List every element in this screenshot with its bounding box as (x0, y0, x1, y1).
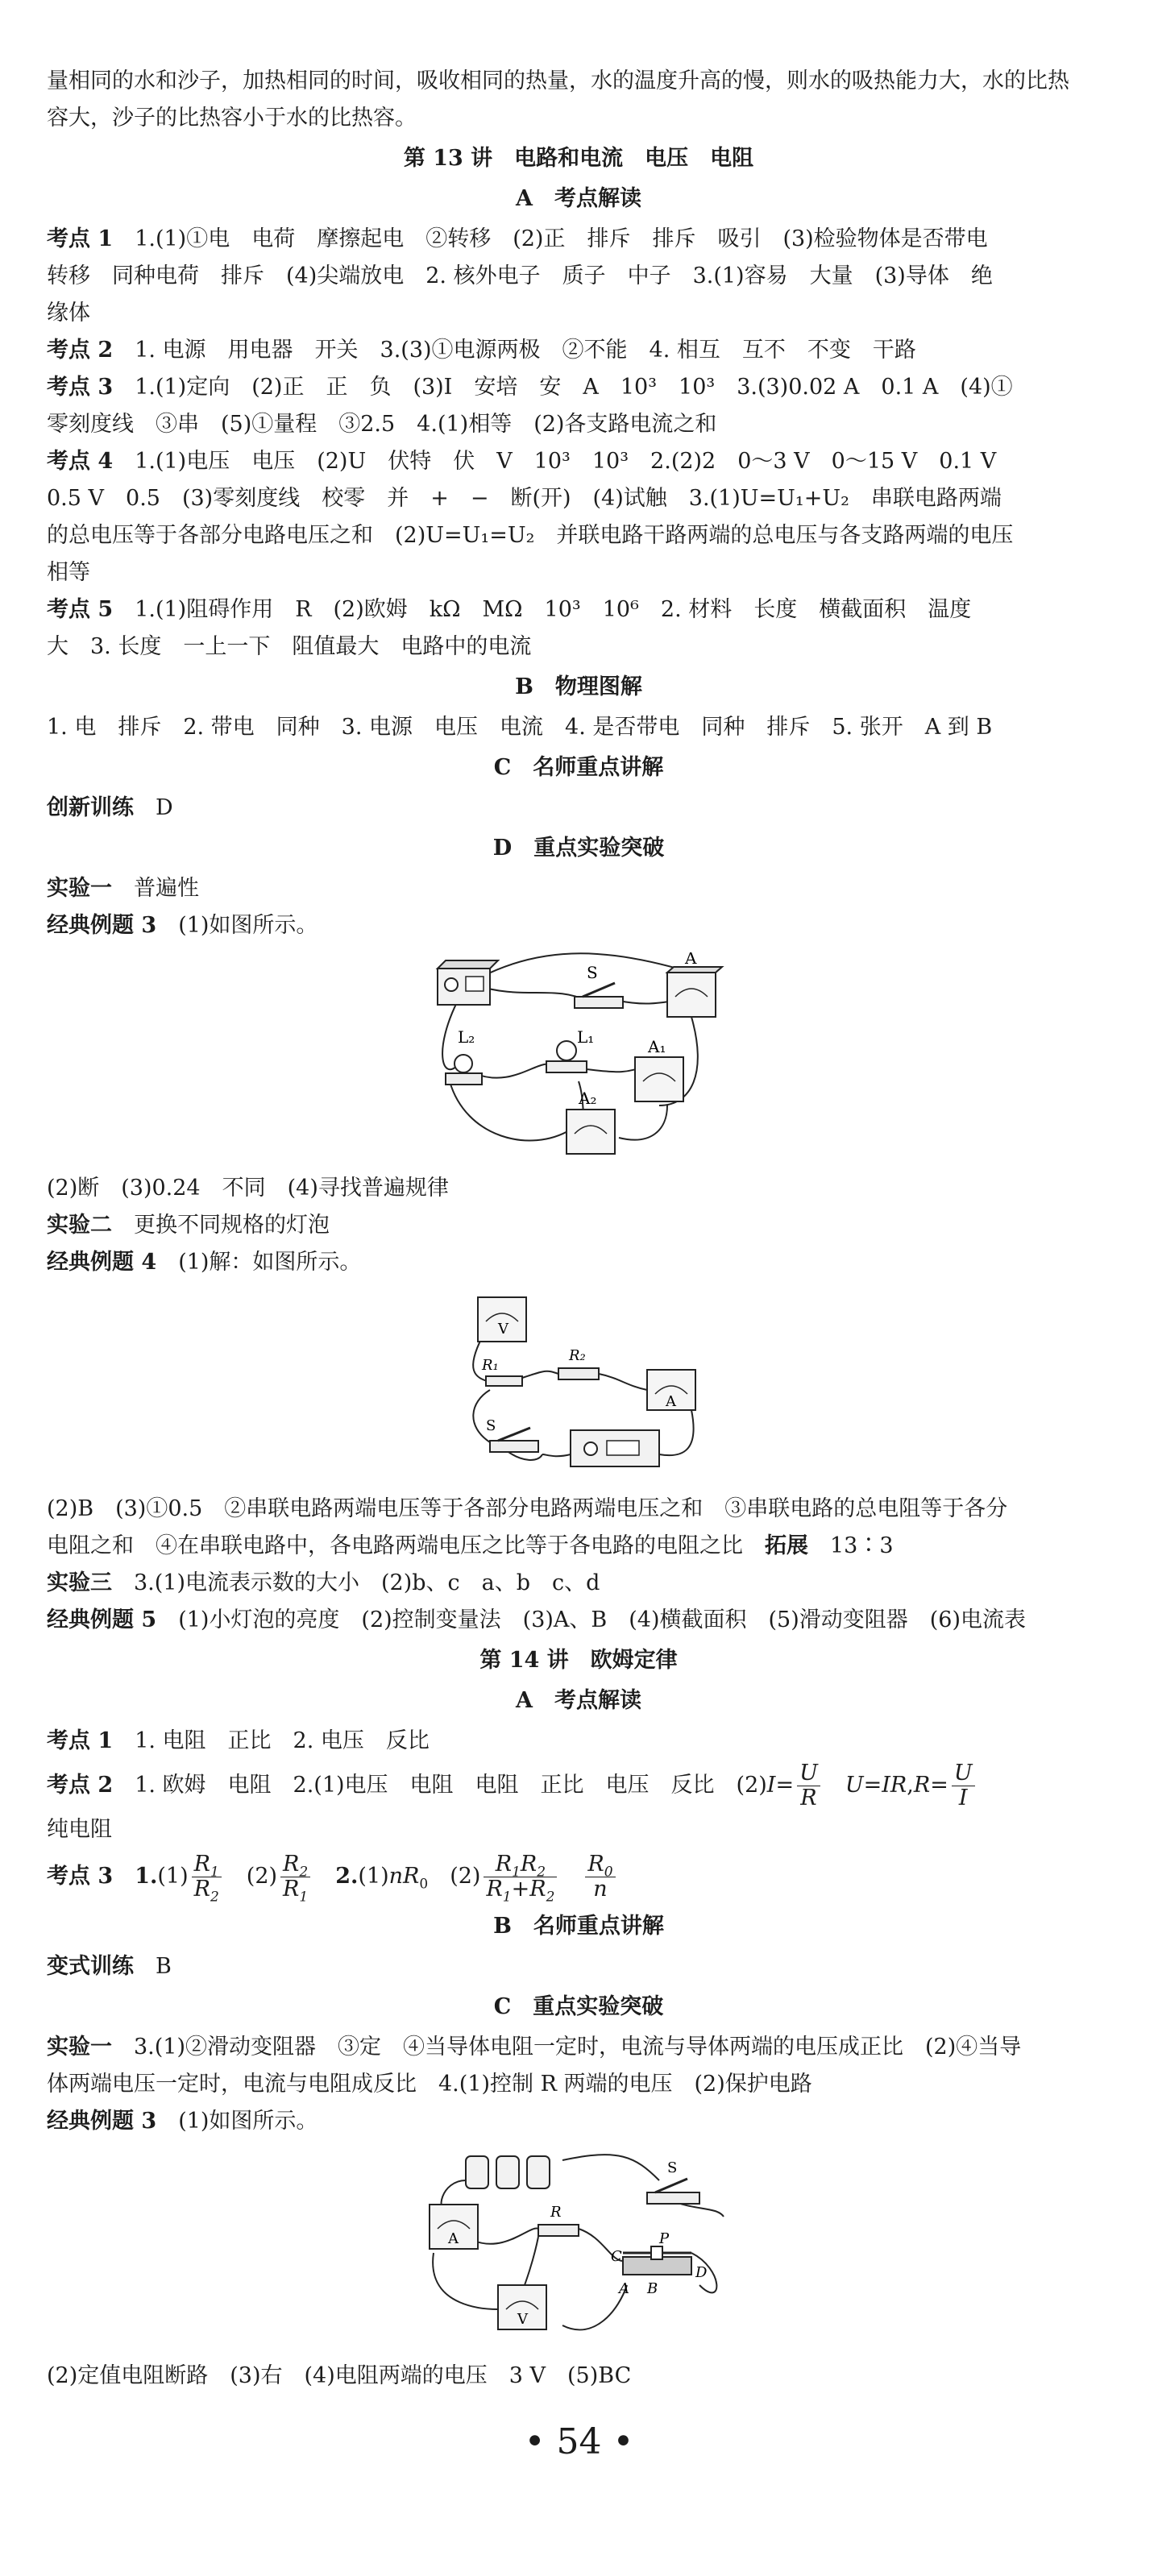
l13-ex5: 经典例题 5 (1)小灯泡的亮度 (2)控制变量法 (3)A、B (4)横截面积 (5)滑动变阻器 (6)电流表 (47, 1607, 1026, 1632)
label-a1: A₁ (648, 1037, 666, 1056)
label-s-fig2: S (486, 1417, 496, 1434)
l13-k3-line-1: 考点 3 1.(1)定向 (2)正 正 负 (3)I 安培 安 A 10³ 10³ 3.(3)0.02 A 0.1 A (4)① (47, 375, 1013, 400)
l14-section-c: C 重点实验突破 (493, 1994, 664, 2019)
ammeter-a1 (635, 1037, 683, 1101)
fraction-r2-over-r1: $\frac{R_2}{R_1}$ (280, 1852, 310, 1902)
intro-line-2: 容大，沙子的比热容小于水的比热容。 (47, 106, 417, 131)
label-a-rheostat: A (619, 2280, 629, 2297)
l13-b-line: 1. 电 排斥 2. 带电 同种 3. 电源 电压 电流 4. 是否带电 同种 排斥 5. 张开 A 到 B (47, 715, 993, 740)
l13-ex4: 经典例题 4 (1)解：如图所示。 (47, 1250, 362, 1275)
circuit-diagram-parallel (425, 952, 732, 1162)
l13-k1-line-3: 缘体 (47, 301, 90, 326)
label-a: A (685, 952, 697, 968)
l14-variant: 变式训练 B (47, 1954, 172, 1979)
voltmeter-v-fig3 (498, 2285, 546, 2329)
l14-section-a: A 考点解读 (516, 1688, 641, 1713)
fraction-r1-over-r2: $\frac{R_1}{R_2}$ (192, 1852, 222, 1902)
l13-k5-line-2: 大 3. 长度 一上一下 阻值最大 电路中的电流 (47, 634, 532, 659)
label-c: C (611, 2248, 622, 2265)
label-a-fig3: A (448, 2230, 459, 2247)
label-r: R (550, 2204, 562, 2221)
ammeter-a-fig3 (430, 2205, 478, 2249)
circuit-figure-3 (417, 2148, 740, 2350)
l14-exp1-line-2: 体两端电压一定时，电流与电阻成反比 4.(1)控制 R 两端的电压 (2)保护电路 (47, 2072, 812, 2097)
l14-k2-tail: 纯电阻 (47, 1817, 112, 1842)
resistor-r2 (558, 1347, 599, 1379)
lecture-13-title: 第 13 讲 电路和电流 电压 电阻 (403, 146, 754, 171)
l13-ex3: 经典例题 3 (1)如图所示。 (47, 913, 318, 938)
bulb-l1 (546, 1027, 594, 1072)
l14-exp1-line-1: 实验一 3.(1)②滑动变阻器 ③定 ④当导体电阻一定时，电流与导体两端的电压成正比 (2)④当导 (47, 2035, 1022, 2060)
l14-k3: 考点 3 1.(1) $\frac{R_1}{R_2}$ (2) $\frac{R_2}{R_1}$ $2.(1)nR_0$ (2) $\frac{R_1R_2}{R_1+R_2}$ $\frac{R_0}{n}$ (47, 1848, 1110, 1905)
fraction-u-over-r: $\frac{U}{R}$ (797, 1761, 820, 1811)
l14-k1: 考点 1 1. 电阻 正比 2. 电压 反比 (47, 1728, 430, 1753)
label-p: P (659, 2230, 670, 2247)
l13-k3-line-2: 零刻度线 ③串 (5)①量程 ③2.5 4.(1)相等 (2)各支路电流之和 (47, 412, 717, 437)
fraction-r0-over-n: $\frac{R_0}{n}$ (585, 1852, 615, 1902)
fraction-u-over-i: $\frac{U}{I}$ (952, 1761, 975, 1811)
l13-k5-line-1: 考点 5 1.(1)阻碍作用 R (2)欧姆 kΩ MΩ 10³ 10⁶ 2. 材料 长度 横截面积 温度 (47, 597, 972, 622)
label-a2: A₂ (579, 1089, 597, 1108)
l13-exp2-after-1: (2)B (3)①0.5 ②串联电路两端电压等于各部分电路两端电压之和 ③串联电路的总电阻等于各分 (47, 1496, 1008, 1521)
ammeter-a2 (567, 1089, 615, 1154)
l13-k4-line-3: 的总电压等于各部分电路电压之和 (2)U=U₁=U₂ 并联电路干路两端的总电压与各支路两端的电压 (47, 523, 1014, 548)
l13-k1-line-1: 考点 1 1.(1)①电 电荷 摩擦起电 ②转移 (2)正 排斥 排斥 吸引 (3)检验物体是否带电 (47, 226, 988, 251)
bulb-l2 (446, 1027, 482, 1085)
battery-cells (466, 2156, 550, 2188)
rheostat (611, 2230, 708, 2297)
l13-exp1-after: (2)断 (3)0.24 不同 (4)寻找普遍规律 (47, 1176, 449, 1201)
l14-section-b: B 名师重点讲解 (493, 1914, 664, 1939)
power-supply (438, 960, 498, 1005)
l13-exp1: 实验一 普遍性 (47, 876, 199, 901)
l13-section-d: D 重点实验突破 (492, 836, 665, 861)
l14-ex3: 经典例题 3 (1)如图所示。 (47, 2109, 318, 2134)
label-v: V (498, 1321, 508, 1338)
page-number: • 54 • (524, 2421, 634, 2462)
page-content (47, 63, 1110, 2395)
resistor-r1 (481, 1357, 522, 1386)
label-d: D (695, 2264, 708, 2281)
label-r2: R₂ (569, 1347, 586, 1364)
l14-exp1-after: (2)定值电阻断路 (3)右 (4)电阻两端的电压 3 V (5)BC (47, 2363, 632, 2388)
l13-k2: 考点 2 1. 电源 用电器 开关 3.(3)①电源两极 ②不能 4. 相互 互不 不变 干路 (47, 338, 916, 363)
voltmeter-v (478, 1297, 526, 1342)
l13-exp2: 实验二 更换不同规格的灯泡 (47, 1213, 330, 1238)
l13-k4-line-1: 考点 4 1.(1)电压 电压 (2)U 伏特 伏 V 10³ 10³ 2.(2)2 0～3 V 0～15 V 0.1 V (47, 449, 997, 474)
ammeter-a (667, 952, 722, 1017)
switch-s-fig2 (486, 1417, 538, 1452)
l13-k4-line-2: 0.5 V 0.5 (3)零刻度线 校零 并 + − 断(开) (4)试触 3.(1)U=U₁+U₂ 串联电路两端 (47, 486, 1002, 511)
l13-exp3: 实验三 3.(1)电流表示数的大小 (2)b、c a、b c、d (47, 1570, 600, 1595)
label-r1: R₁ (482, 1357, 499, 1374)
l13-innovation: 创新训练 D (47, 795, 173, 820)
lecture-14-title: 第 14 讲 欧姆定律 (479, 1648, 678, 1673)
circuit-diagram-series (458, 1289, 699, 1483)
l13-section-a: A 考点解读 (516, 186, 641, 211)
power-supply-fig2 (571, 1430, 659, 1466)
label-s: S (587, 963, 598, 982)
label-s-fig3: S (667, 2159, 678, 2176)
l13-k1-line-2: 转移 同种电荷 排斥 (4)尖端放电 2. 核外电子 质子 中子 3.(1)容易 大量 (3)导体 绝 (47, 263, 993, 288)
label-l2: L₂ (458, 1027, 475, 1047)
l13-k4-line-4: 相等 (47, 560, 90, 585)
l13-exp2-after-2: 电阻之和 ④在串联电路中，各电路两端电压之比等于各电路的电阻之比 拓展 13∶3 (47, 1533, 894, 1558)
circuit-figure-2 (458, 1289, 699, 1483)
l13-section-b: B 物理图解 (515, 674, 642, 699)
switch-s (575, 963, 623, 1008)
label-a-fig2: A (666, 1393, 676, 1410)
switch-s-fig3 (647, 2159, 699, 2204)
l13-section-c: C 名师重点讲解 (493, 755, 664, 780)
fraction-parallel: $\frac{R_1R_2}{R_1+R_2}$ (484, 1852, 557, 1902)
intro-line-1: 量相同的水和沙子，加热相同的时间，吸收相同的热量，水的温度升高的慢，则水的吸热能力大，水的比热 (47, 68, 1069, 93)
label-b: B (647, 2280, 658, 2297)
l14-k2: 考点 2 1. 欧姆 电阻 2.(1)电压 电阻 电阻 正比 电压 反比 (2)I= $\frac{U}{R}$ U=IR,R= $\frac{U}{I}$ (47, 1760, 1110, 1811)
ammeter-a-fig2 (647, 1370, 695, 1410)
circuit-diagram-ohm (417, 2148, 740, 2350)
resistor-r (538, 2204, 579, 2236)
circuit-figure-1 (425, 952, 732, 1162)
label-v-fig3: V (517, 2311, 528, 2328)
label-l1: L₁ (577, 1027, 595, 1047)
